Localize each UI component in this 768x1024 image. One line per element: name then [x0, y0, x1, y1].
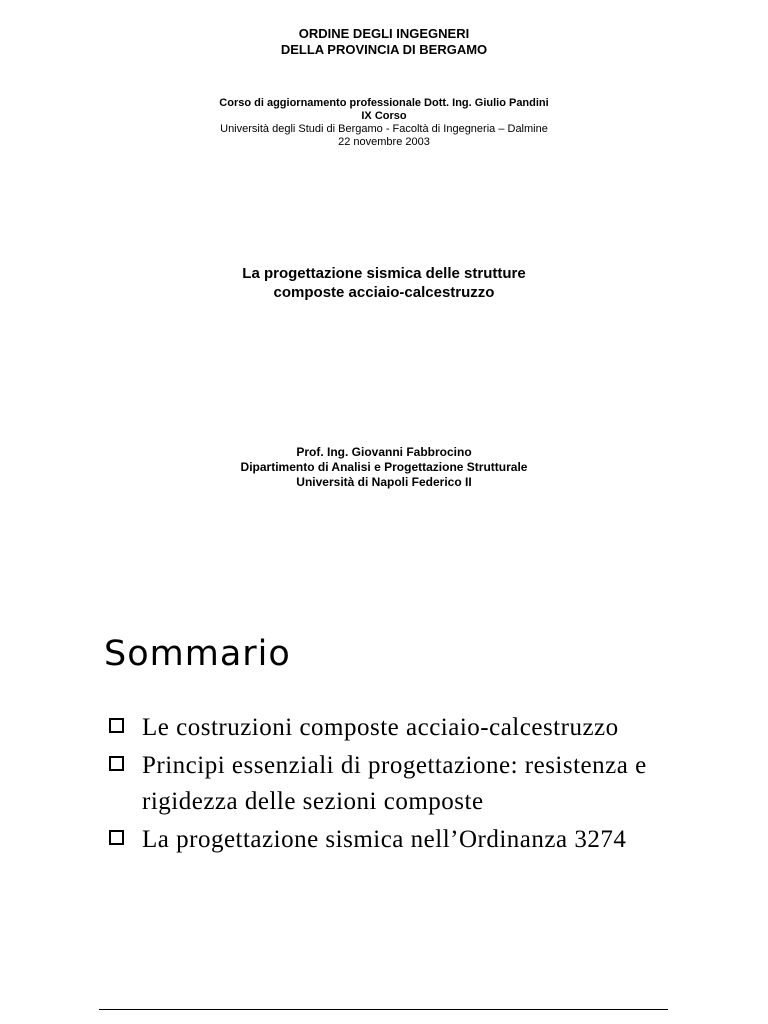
summary-item — [104, 822, 744, 858]
author-university: Università di Napoli Federico II — [296, 475, 472, 489]
checkbox-bullet-icon — [109, 756, 124, 771]
organization-line-2: DELLA PROVINCIA DI BERGAMO — [280, 42, 488, 57]
summary-item — [104, 748, 744, 820]
document-title — [0, 264, 768, 302]
summary-heading: Sommario — [104, 634, 291, 674]
organization-line-1: ORDINE DEGLI INGEGNERI — [298, 26, 470, 41]
course-venue: Università degli Studi di Bergamo - Facoltà di Ingegneria – Dalmine — [220, 123, 548, 135]
course-title: Corso di aggiornamento professionale Dott. Ing. Giulio Pandini — [219, 97, 549, 109]
author-name: Prof. Ing. Giovanni Fabbrocino — [296, 445, 472, 459]
course-edition: IX Corso — [361, 110, 407, 122]
course-date: 22 novembre 2003 — [338, 136, 430, 148]
summary-item — [104, 710, 744, 746]
summary-item-label: Principi essenziali di progettazione: resistenza e rigidezza delle sezioni composte — [142, 752, 647, 815]
bottom-divider — [99, 1009, 668, 1010]
summary-item-label: Le costruzioni composte acciaio-calcestruzzo — [142, 714, 619, 741]
summary-list — [104, 710, 744, 860]
organization-header — [0, 26, 768, 58]
checkbox-bullet-icon — [109, 830, 124, 845]
summary-item-label: La progettazione sismica nell’Ordinanza 3274 — [142, 826, 627, 853]
author-department: Dipartimento di Analisi e Progettazione Strutturale — [240, 460, 528, 474]
checkbox-bullet-icon — [109, 718, 124, 733]
course-info — [0, 97, 768, 149]
document-title-line-2: composte acciaio-calcestruzzo — [273, 284, 495, 301]
document-title-line-1: La progettazione sismica delle strutture — [242, 265, 526, 282]
author-info — [0, 445, 768, 490]
